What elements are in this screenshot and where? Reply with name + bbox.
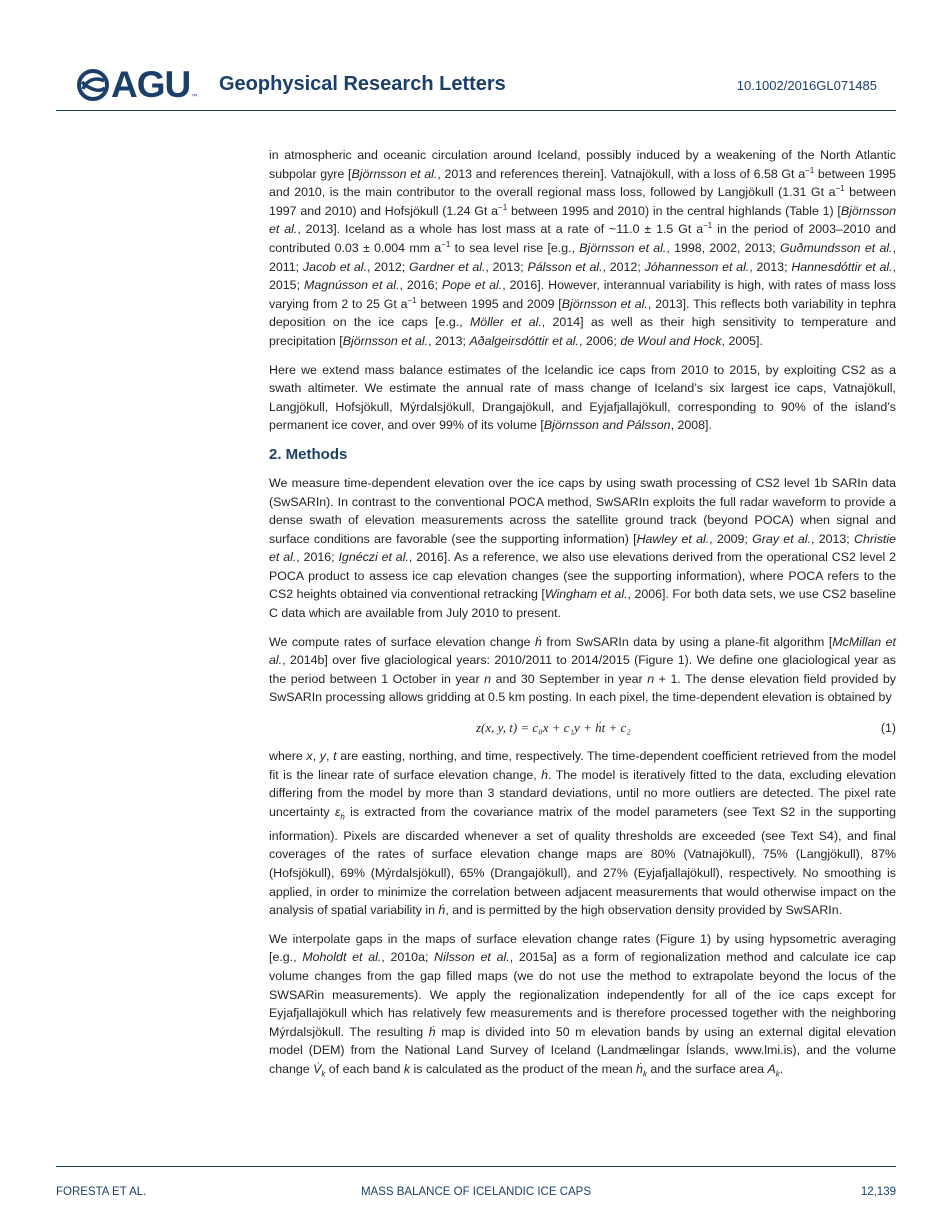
paragraph-5: where x, y, t are easting, northing, and time, respectively. The time-dependent coefficient retrieved from the model fit is the linear rate of surface elevation change, ḣ. The model is iteratively fitted to the data, excluding elevation differing from the model by more than 3 standard deviations, until no more outliers are detected. The pixel rate uncertainty $\varepsilon_ḣ$ is extracted from the covariance matrix of the model parameters (see Text S2 in the supporting information). Pixels are discarded whenever a set of quality thresholds are exceeded (see Text S4), and final coverages of the rates of surface elevation change maps are 80% (Vatnajökull), 75% (Langjökull), 87% (Hofsjökull), 69% (Mýrdalsjökull), 65% (Drangajökull), and 27% (Eyjafjallajökull), respectively. No smoothing is applied, in order to minimize the correlation between adjacent measurements that would otherwise impact on the analysis of spatial variability in ḣ, and is permitted by the high observation density provided by SwSARIn.: [269, 749, 896, 918]
trademark-mark: ™: [191, 94, 198, 100]
page-header: [0, 0, 952, 114]
footer-page-number: 12,139: [860, 1186, 896, 1198]
doi[interactable]: 10.1002/2016GL071485: [736, 78, 877, 93]
paragraph-1: in atmospheric and oceanic circulation around Iceland, possibly induced by a weakening of the North Atlantic subpolar gyre [Björnsson et al., 2013 and references therein]. Vatnajökull, with a loss of 6.58 Gt $a^{-1}$ between 1995 and 2010, is the main contributor to the overall regional mass loss, followed by Langjökull (1.31 Gt $a^{-1}$ between 1997 and 2010) and Hofsjökull (1.24 Gt $a^{-1}$ between 1995 and 2010) in the central highlands (Table 1) [Björnsson et al., 2013]. Iceland as a whole has lost mass at a rate of ~11.0 ± 1.5 Gt $a^{-1}$ in the period of 2003–2010 and contributed 0.03 ± 0.004 mm $a^{-1}$ to sea level rise [e.g., Björnsson et al., 1998, 2002, 2013; Guðmundsson et al., 2011; Jacob et al., 2012; Gardner et al., 2013; Pálsson et al., 2012; Jóhannesson et al., 2013; Hannesdóttir et al., 2015; Magnússon et al., 2016; Pope et al., 2016]. However, interannual variability is high, with rates of mass loss varying from 2 to 25 Gt $a^{-1}$ between 1995 and 2009 [Björnsson et al., 2013]. This reflects both variability in tephra deposition on the ice caps [e.g., Möller et al., 2014] as well as their high sensitivity to temperature and precipitation [Björnsson et al., 2013; Aðalgeirsdóttir et al., 2006; de Woul and Hock, 2005].: [269, 148, 897, 348]
equation-body: z(x, y, t) = c₀x + c₁y + ḣt + c₂: [476, 720, 631, 736]
agu-logo: [77, 64, 198, 105]
section-heading-methods: 2. Methods: [269, 445, 348, 463]
paragraph-4: We compute rates of surface elevation change ḣ from SwSARIn data by using a plane-fit algorithm [McMillan et al., 2014b] over five glaciological years: 2010/2011 to 2014/2015 (Figure 1). We define one glaciological year as the period between 1 October in year n and 30 September in year n + 1. The dense elevation field provided by SwSARIn processing allows gridding at 0.5 km posting. In each pixel, the time-dependent elevation is obtained by: [269, 634, 896, 705]
journal-title: Geophysical Research Letters: [219, 73, 506, 95]
equation-number: (1): [880, 721, 896, 736]
header-rule: [56, 110, 896, 111]
paragraph-2: Here we extend mass balance estimates of the Icelandic ice caps from 2010 to 2015, by exploiting CS2 as a swath altimeter. We estimate the annual rate of mass change of Iceland’s six largest ice caps, Vatnajökull, Langjökull, Hofsjökull, Mýrdalsjökull, Drangajökull, and Eyjafjallajökull, corresponding to 90% of the island’s permanent ice cover, and over 99% of its volume [Björnsson and Pálsson, 2008].: [269, 362, 896, 433]
paragraph-3: We measure time-dependent elevation over the ice caps by using swath processing of CS2 level 1b SARIn data (SwSARIn). In contrast to the conventional POCA method, SwSARIn exploits the full radar waveform to provide a dense swath of elevation measurements across the satellite ground track (beyond POCA) when signal and surface conditions are favorable (see the supporting information) [Hawley et al., 2009; Gray et al., 2013; Christie et al., 2016; Ignéczi et al., 2016]. As a reference, we also use elevations derived from the operational CS2 level 2 POCA product to assess ice cap elevation changes (see the supporting information), where POCA refers to the CS2 heights obtained via conventional retracking [Wingham et al., 2006]. For both data sets, we use CS2 baseline C data which are available from July 2010 to present.: [269, 475, 896, 621]
article-body: [269, 146, 896, 1094]
footer-running-title: MASS BALANCE OF ICELANDIC ICE CAPS: [360, 1186, 592, 1198]
footer-rule: [56, 1166, 896, 1167]
equation-1: [269, 717, 896, 739]
footer-authors: FORESTA ET AL.: [56, 1186, 147, 1198]
paragraph-6: We interpolate gaps in the maps of surface elevation change rates (Figure 1) by using hypsometric averaging [e.g., Moholdt et al., 2010a; Nilsson et al., 2015a] as a form of regionalization method and calculate ice cap volume changes from the gap filled maps (we do not use the method to extrapolate beyond the locus of the SWSARin measurements). We apply the regionalization independently for all of the ice caps except for Eyjafjallajökull which has relatively few measurements and is therefore processed together with the neighboring Mýrdalsjökull. The resulting ḣ map is divided into 50 m elevation bands by using an external digital elevation model (DEM) from the National Land Survey of Iceland (Landmælingar Íslands, www.lmi.is), and the volume change $V̇_k$ of each band k is calculated as the product of the mean ḣ$_k$ and the surface area $A_k$.: [269, 931, 897, 1079]
agu-logo-text: AGU: [111, 64, 191, 105]
agu-globe-icon: [77, 69, 109, 101]
